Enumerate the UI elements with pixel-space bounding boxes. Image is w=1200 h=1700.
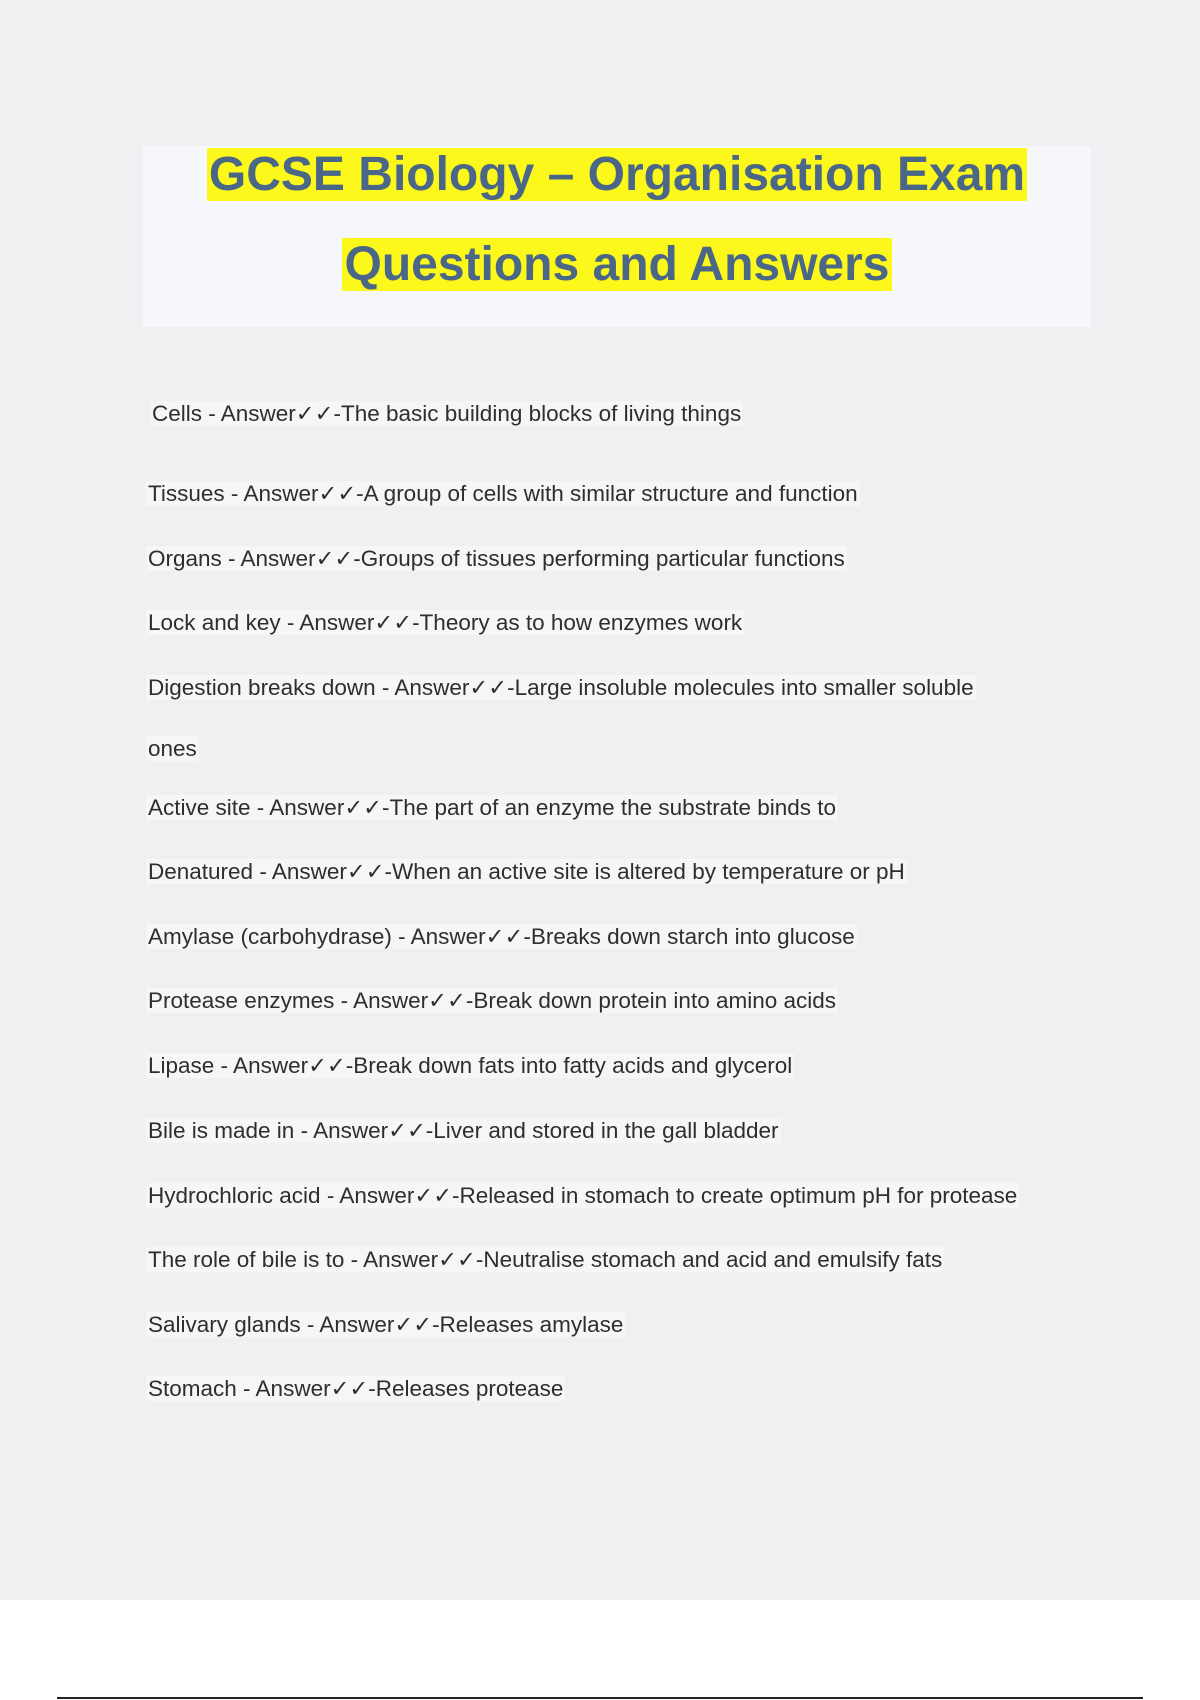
qa-item-active-site: Active site - Answer✓✓-The part of an enzyme the substrate binds to: [148, 795, 837, 820]
qa-item-lock-and-key: Lock and key - Answer✓✓-Theory as to how enzymes work: [148, 610, 743, 635]
qa-item-digestion: Digestion breaks down - Answer✓✓-Large insoluble molecules into smaller soluble: [148, 675, 974, 700]
qa-item-hydrochloric-acid: Hydrochloric acid - Answer✓✓-Released in stomach to create optimum pH for protease: [148, 1183, 1018, 1208]
qa-item-stomach: Stomach - Answer✓✓-Releases protease: [148, 1376, 564, 1401]
qa-item-amylase: Amylase (carbohydrase) - Answer✓✓-Breaks down starch into glucose: [148, 924, 855, 949]
page-title-line-1: GCSE Biology – Organisation Exam: [208, 148, 1026, 201]
qa-item-cells: Cells - Answer✓✓-The basic building blocks of living things: [152, 401, 742, 426]
title-block: [143, 146, 1091, 327]
qa-item-organs: Organs - Answer✓✓-Groups of tissues performing particular functions: [148, 546, 845, 571]
qa-item-role-of-bile: The role of bile is to - Answer✓✓-Neutralise stomach and acid and emulsify fats: [148, 1247, 943, 1272]
qa-item-salivary-glands: Salivary glands - Answer✓✓-Releases amylase: [148, 1312, 624, 1337]
qa-item-bile-made-in: Bile is made in - Answer✓✓-Liver and stored in the gall bladder: [148, 1118, 779, 1143]
qa-item-tissues: Tissues - Answer✓✓-A group of cells with similar structure and function: [148, 481, 858, 506]
page-title-line-2: Questions and Answers: [344, 238, 890, 291]
footer-divider: [57, 1697, 1143, 1699]
qa-item-denatured: Denatured - Answer✓✓-When an active site is altered by temperature or pH: [148, 859, 905, 884]
qa-item-protease: Protease enzymes - Answer✓✓-Break down protein into amino acids: [148, 988, 837, 1013]
qa-item-lipase: Lipase - Answer✓✓-Break down fats into fatty acids and glycerol: [148, 1053, 793, 1078]
qa-item-digestion-continued: ones: [148, 736, 197, 761]
